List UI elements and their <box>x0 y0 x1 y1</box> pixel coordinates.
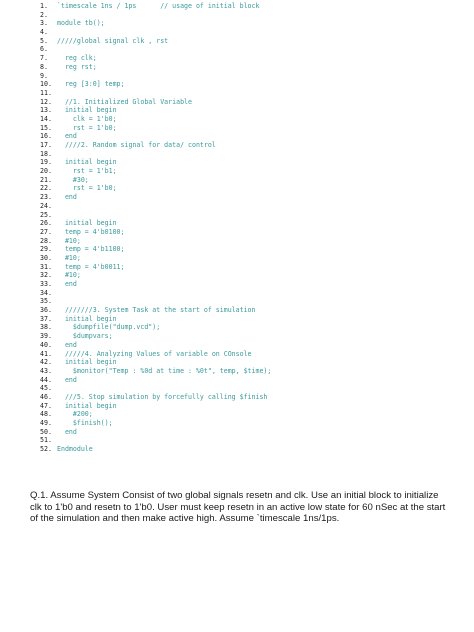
line-number: 8. <box>40 62 48 71</box>
code-line <box>40 315 460 324</box>
code-text: $dumpfile("dump.vcd"); <box>57 323 161 332</box>
line-number: 29. <box>40 245 52 254</box>
code-text: /////global signal clk , rst <box>57 36 169 45</box>
code-text: temp = 4'b0011; <box>57 262 125 271</box>
code-line <box>40 436 460 445</box>
code-line <box>40 158 460 167</box>
code-text: module tb(); <box>57 19 105 28</box>
code-text: end <box>57 280 77 288</box>
code-line <box>40 245 460 254</box>
line-number: 11. <box>40 88 52 97</box>
line-number: 31. <box>40 262 52 271</box>
line-number: 17. <box>40 141 52 149</box>
code-text: temp = 4'b1100; <box>57 245 125 254</box>
line-number: 40. <box>40 340 52 349</box>
line-number: 19. <box>40 158 52 167</box>
code-line <box>40 37 460 46</box>
line-number: 46. <box>40 392 52 401</box>
line-number: 47. <box>40 401 52 410</box>
code-text: end <box>57 340 77 349</box>
code-text: initial begin <box>57 158 117 167</box>
code-text: reg [3:0] temp; <box>57 80 125 89</box>
line-number: 28. <box>40 236 52 245</box>
line-number: 20. <box>40 167 52 176</box>
code-line <box>40 445 460 454</box>
code-text: Endmodule <box>57 445 93 454</box>
line-number: 22. <box>40 184 52 193</box>
line-number: 32. <box>40 271 52 280</box>
line-number: 1. <box>40 2 48 10</box>
line-number: 3. <box>40 19 48 28</box>
code-line <box>40 367 460 376</box>
code-line <box>40 323 460 332</box>
line-number: 39. <box>40 332 52 341</box>
code-line <box>40 289 460 298</box>
code-text: $monitor("Temp : %0d at time : %0t", temp, $time); <box>57 366 272 375</box>
line-number: 44. <box>40 375 52 384</box>
code-text: /////4. Analyzing Values of variable on COnsole <box>57 349 252 358</box>
line-number: 5. <box>40 36 48 45</box>
line-number: 38. <box>40 323 52 332</box>
code-text: `timescale 1ns / 1ps // usage of initial block <box>57 2 260 10</box>
line-number: 51. <box>40 436 52 445</box>
code-line <box>40 124 460 133</box>
code-line <box>40 237 460 246</box>
code-line <box>40 306 460 315</box>
code-line <box>40 72 460 81</box>
code-text: #10; <box>57 253 81 262</box>
code-line <box>40 228 460 237</box>
code-line <box>40 384 460 393</box>
line-number: 16. <box>40 132 52 141</box>
code-text: ///5. Stop simulation by forcefully calling $finish <box>57 392 268 401</box>
line-number: 48. <box>40 410 52 419</box>
code-line <box>40 150 460 159</box>
code-line <box>40 98 460 107</box>
code-line <box>40 376 460 385</box>
line-number: 6. <box>40 45 48 54</box>
code-line <box>40 11 460 20</box>
code-line <box>40 410 460 419</box>
code-line <box>40 141 460 150</box>
code-text: //1. Initialized Global Variable <box>57 97 192 106</box>
line-number: 21. <box>40 175 52 184</box>
line-number: 36. <box>40 306 52 315</box>
code-line <box>40 80 460 89</box>
line-number: 23. <box>40 193 52 202</box>
code-text: temp = 4'b0100; <box>57 227 125 236</box>
line-number: 50. <box>40 427 52 436</box>
line-number: 14. <box>40 114 52 123</box>
code-line <box>40 193 460 202</box>
code-line <box>40 341 460 350</box>
code-line <box>40 28 460 37</box>
code-line <box>40 184 460 193</box>
code-line <box>40 54 460 63</box>
code-line <box>40 115 460 124</box>
code-text: #10; <box>57 236 81 245</box>
line-number: 41. <box>40 349 52 358</box>
code-text: end <box>57 427 77 436</box>
code-text: #30; <box>57 175 89 184</box>
line-number: 45. <box>40 384 52 393</box>
line-number: 30. <box>40 253 52 262</box>
line-number: 33. <box>40 280 52 288</box>
code-line <box>40 211 460 220</box>
line-number: 52. <box>40 445 52 454</box>
code-line <box>40 350 460 359</box>
code-line <box>40 132 460 141</box>
code-line <box>40 297 460 306</box>
line-number: 18. <box>40 149 52 158</box>
code-line <box>40 254 460 263</box>
code-text: end <box>57 132 77 141</box>
code-line <box>40 167 460 176</box>
line-number: 10. <box>40 80 52 89</box>
code-line <box>40 332 460 341</box>
code-text: $dumpvars; <box>57 332 113 341</box>
code-line <box>40 393 460 402</box>
code-line <box>40 263 460 272</box>
code-text: end <box>57 375 77 384</box>
line-number: 7. <box>40 54 48 63</box>
code-line <box>40 271 460 280</box>
line-number: 35. <box>40 297 52 306</box>
code-line <box>40 402 460 411</box>
code-text: initial begin <box>57 106 117 115</box>
code-text: initial begin <box>57 358 117 367</box>
code-line <box>40 358 460 367</box>
code-line <box>40 89 460 98</box>
code-line <box>40 280 460 289</box>
code-text: #10; <box>57 271 81 280</box>
code-line <box>40 45 460 54</box>
code-line <box>40 19 460 28</box>
code-line <box>40 63 460 72</box>
code-text: end <box>57 193 77 202</box>
line-number: 27. <box>40 227 52 236</box>
code-text: $finish(); <box>57 419 113 427</box>
code-line <box>40 428 460 437</box>
code-listing <box>40 2 460 454</box>
code-line <box>40 202 460 211</box>
line-number: 4. <box>40 28 48 37</box>
code-line <box>40 419 460 428</box>
line-number: 2. <box>40 10 48 19</box>
line-number: 43. <box>40 366 52 375</box>
code-text: clk = 1'b0; <box>57 114 117 123</box>
line-number: 37. <box>40 314 52 323</box>
code-text: rst = 1'b1; <box>57 167 117 176</box>
question-text: Q.1. Assume System Consist of two global signals resetn and clk. Use an initial block to initialize clk to 1'b0 and resetn to 1'b0. User must keep resetn in an active low state for 60 nSec at the start of the simulation and then make active high. Assume `timescale 1ns/1ps. <box>30 490 446 525</box>
line-number: 42. <box>40 358 52 367</box>
code-text: reg rst; <box>57 62 97 71</box>
line-number: 34. <box>40 288 52 297</box>
code-text: reg clk; <box>57 54 97 63</box>
code-text: #200; <box>57 410 93 419</box>
code-text: initial begin <box>57 219 117 228</box>
code-text: rst = 1'b0; <box>57 184 117 193</box>
code-text: initial begin <box>57 401 117 410</box>
line-number: 12. <box>40 97 52 106</box>
line-number: 25. <box>40 210 52 219</box>
line-number: 26. <box>40 219 52 228</box>
code-text: ///////3. System Task at the start of simulation <box>57 306 256 315</box>
code-line <box>40 176 460 185</box>
code-text: initial begin <box>57 314 117 323</box>
code-text: rst = 1'b0; <box>57 123 117 132</box>
line-number: 9. <box>40 71 48 80</box>
line-number: 49. <box>40 419 52 427</box>
code-line <box>40 219 460 228</box>
code-line <box>40 106 460 115</box>
line-number: 13. <box>40 106 52 115</box>
line-number: 24. <box>40 201 52 210</box>
code-text: ////2. Random signal for data/ control <box>57 141 216 149</box>
code-line <box>40 2 460 11</box>
line-number: 15. <box>40 123 52 132</box>
